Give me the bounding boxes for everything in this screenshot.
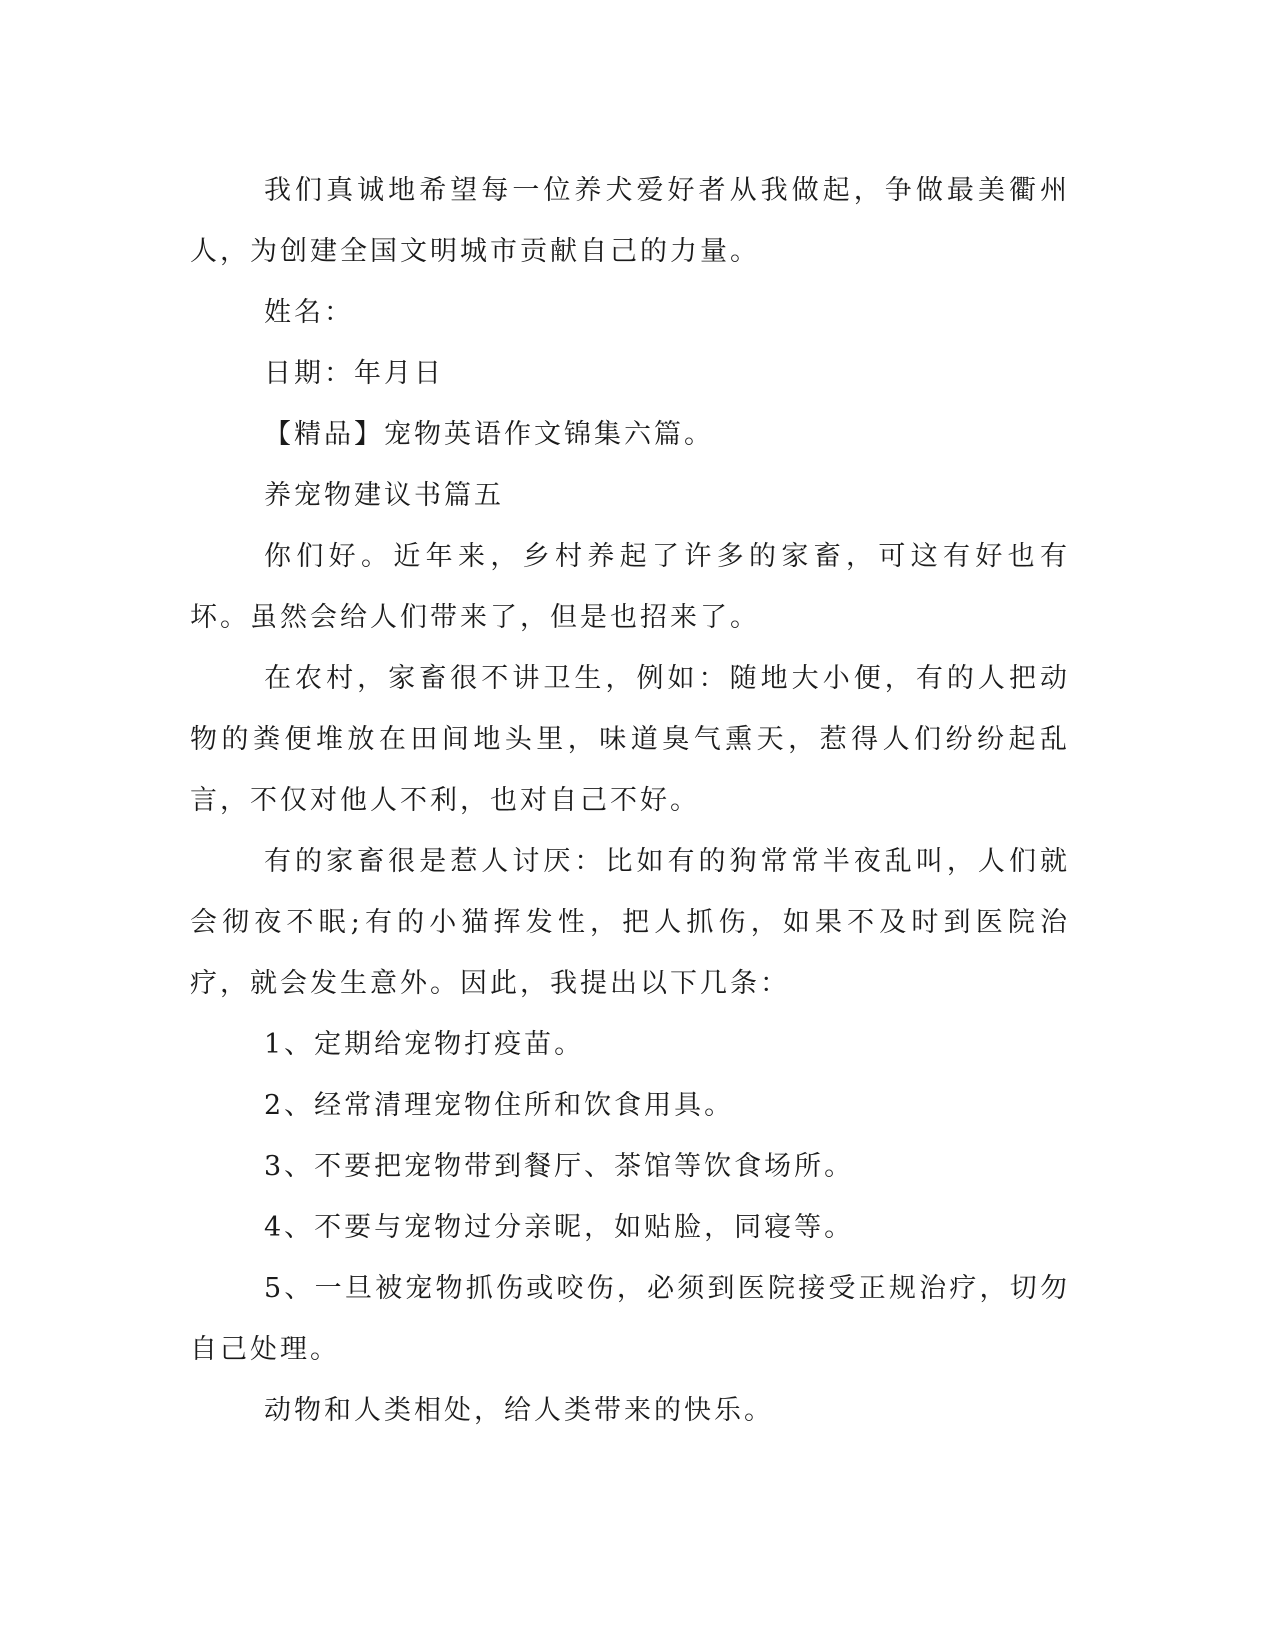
paragraph-collection-title: 【精品】宠物英语作文锦集六篇。 (264, 419, 714, 450)
paragraph-nuisance: 有的家畜很是惹人讨厌：比如有的狗常常半夜乱叫，人们就会彻夜不眠;有的小猫挥发性，把人抓伤，如果不及时到医院治疗，就会发生意外。因此，我提出以下几条： (190, 846, 1070, 999)
list-item-5: 5、一旦被宠物抓伤或咬伤，必须到医院接受正规治疗，切勿自己处理。 (190, 1273, 1070, 1365)
paragraph-greeting: 你们好。近年来，乡村养起了许多的家畜，可这有好也有坏。虽然会给人们带来了，但是也招来了。 (190, 541, 1070, 633)
paragraph-conclusion: 动物和人类相处，给人类带来的快乐。 (264, 1395, 774, 1426)
paragraph-closing-hope: 我们真诚地希望每一位养犬爱好者从我做起，争做最美衢州人，为创建全国文明城市贡献自己的力量。 (190, 175, 1070, 267)
list-item-3: 3、不要把宠物带到餐厅、茶馆等饮食场所。 (264, 1151, 855, 1182)
list-item-1: 1、定期给宠物打疫苗。 (264, 1029, 585, 1060)
paragraph-name-field: 姓名： (264, 297, 354, 328)
section-heading: 养宠物建议书篇五 (264, 480, 504, 511)
list-item-2: 2、经常清理宠物住所和饮食用具。 (264, 1090, 735, 1121)
list-item-4: 4、不要与宠物过分亲昵，如贴脸，同寝等。 (264, 1212, 855, 1243)
document-body (190, 160, 1070, 1441)
paragraph-hygiene: 在农村，家畜很不讲卫生，例如：随地大小便，有的人把动物的粪便堆放在田间地头里，味道臭气熏天，惹得人们纷纷起乱言，不仅对他人不利，也对自己不好。 (190, 663, 1070, 816)
paragraph-date-field: 日期：年月日 (264, 358, 444, 389)
